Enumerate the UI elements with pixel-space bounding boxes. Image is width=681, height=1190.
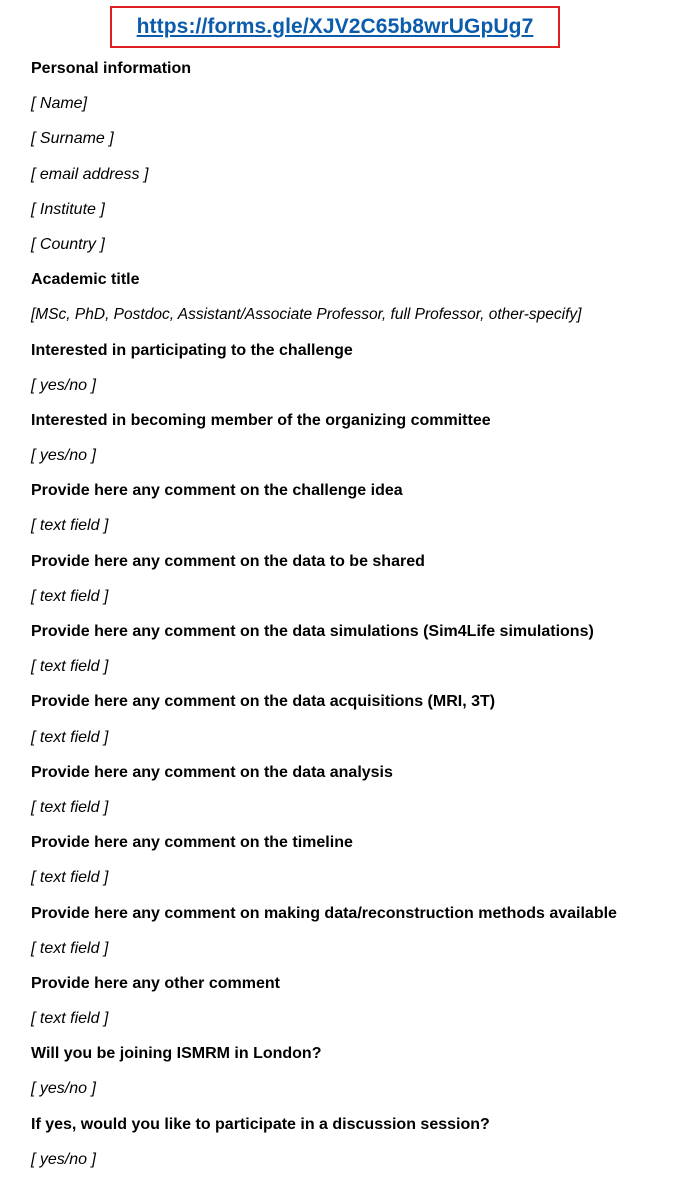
comment-data-simulations-label: Provide here any comment on the data simulations (Sim4Life simulations) bbox=[31, 623, 594, 640]
comment-challenge-idea-label: Provide here any comment on the challenge idea bbox=[31, 482, 403, 500]
comment-other-label: Provide here any other comment bbox=[31, 974, 280, 992]
form-link-box bbox=[110, 6, 560, 48]
comment-data-simulations-field[interactable]: [ text field ] bbox=[31, 658, 109, 676]
organizing-committee-label: Interested in becoming member of the organizing committee bbox=[31, 411, 491, 429]
form-link[interactable]: https://forms.gle/XJV2C65b8wrUGpUg7 bbox=[136, 15, 534, 38]
participate-challenge-field[interactable]: [ yes/no ] bbox=[31, 376, 96, 394]
institute-field[interactable]: [ Institute ] bbox=[31, 200, 105, 218]
academic-title-label: Academic title bbox=[31, 271, 140, 289]
surname-field[interactable]: [ Surname ] bbox=[31, 130, 114, 148]
discussion-session-field[interactable]: [ yes/no ] bbox=[31, 1150, 96, 1168]
ismrm-london-label: Will you be joining ISMRM in London? bbox=[31, 1045, 322, 1063]
comment-methods-available-label: Provide here any comment on making data/reconstruction methods available bbox=[31, 904, 617, 922]
comment-data-acquisitions-label: Provide here any comment on the data acquisitions (MRI, 3T) bbox=[31, 693, 496, 711]
country-field[interactable]: [ Country ] bbox=[31, 235, 105, 253]
participate-challenge-label: Interested in participating to the challenge bbox=[31, 341, 353, 359]
comment-data-shared-field[interactable]: [ text field ] bbox=[31, 587, 109, 605]
comment-methods-available-field[interactable]: [ text field ] bbox=[31, 939, 109, 957]
section-personal-information: Personal information bbox=[31, 60, 192, 77]
comment-challenge-idea-field[interactable]: [ text field ] bbox=[31, 517, 109, 535]
ismrm-london-field[interactable]: [ yes/no ] bbox=[31, 1080, 96, 1098]
organizing-committee-field[interactable]: [ yes/no ] bbox=[31, 447, 96, 465]
discussion-session-label: If yes, would you like to participate in a discussion session? bbox=[31, 1115, 490, 1133]
comment-data-acquisitions-field[interactable]: [ text field ] bbox=[31, 728, 109, 746]
form-content bbox=[31, 58, 681, 1184]
email-field[interactable]: [ email address ] bbox=[31, 165, 149, 183]
comment-timeline-field[interactable]: [ text field ] bbox=[31, 869, 109, 887]
name-field[interactable]: [ Name] bbox=[31, 95, 88, 113]
comment-data-analysis-field[interactable]: [ text field ] bbox=[31, 798, 109, 816]
comment-data-shared-label: Provide here any comment on the data to be shared bbox=[31, 552, 425, 570]
comment-data-analysis-label: Provide here any comment on the data analysis bbox=[31, 763, 393, 781]
comment-other-field[interactable]: [ text field ] bbox=[31, 1010, 109, 1028]
comment-timeline-label: Provide here any comment on the timeline bbox=[31, 834, 353, 852]
academic-title-field[interactable]: [MSc, PhD, Postdoc, Assistant/Associate Professor, full Professor, other-specify] bbox=[31, 306, 582, 324]
